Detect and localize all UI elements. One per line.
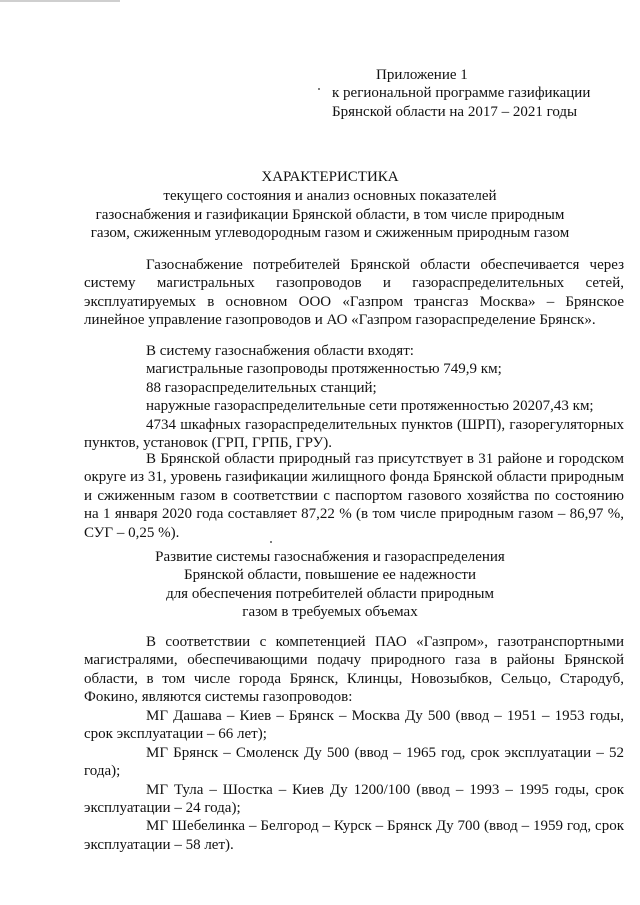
title-line-2: текущего состояния и анализ основных показателей bbox=[163, 188, 497, 205]
system-intro: В систему газоснабжения области входят: bbox=[146, 343, 414, 359]
system-components-list bbox=[84, 342, 624, 452]
paragraph-text: Газоснабжение потребителей Брянской области обеспечивается через систему магистральных газопроводов и газораспределительных сетей, эксплуатируемых в основном ООО «Газпром трансгаз Москва» – Брянское линейное управление газопроводов и АО «Газпром газораспределение Брянск». bbox=[84, 257, 624, 329]
pipelines-list bbox=[84, 707, 624, 854]
subtitle-line-1: Развитие системы газоснабжения и газораспределения bbox=[155, 549, 505, 565]
paragraph-gasification-level bbox=[84, 450, 624, 542]
list-item: МГ Шебелинка – Белгород – Курск – Брянск Ду 700 (ввод – 1959 год, срок эксплуатации – 58 лет). bbox=[84, 818, 624, 853]
appendix-line-3: Брянской области на 2017 – 2021 годы bbox=[332, 103, 578, 120]
scan-speck bbox=[318, 88, 320, 90]
appendix-line-2: к региональной программе газификации bbox=[332, 85, 591, 102]
paragraph-text: В Брянской области природный газ присутствует в 31 районе и городском округе из 31, уровень газификации жилищного фонда Брянской области природным и сжиженным газом в соответствии с паспортом газового хозяйства по состоянию на 1 января 2020 года составляет 87,22 % (в том числе природным газом – 86,97 %, СУГ – 0,25 %). bbox=[84, 451, 624, 541]
paragraph-gazprom-pipelines bbox=[84, 633, 624, 707]
list-item: 4734 шкафных газораспределительных пунктов (ШРП), газорегуляторных пунктов, установок (ГРП, ГРПБ, ГРУ). bbox=[84, 416, 624, 452]
subtitle-line-4: газом в требуемых объемах bbox=[242, 604, 418, 621]
list-item: МГ Тула – Шостка – Киев Ду 1200/100 (ввод – 1993 – 1995 годы, срок эксплуатации – 24 года); bbox=[84, 781, 624, 817]
appendix-header bbox=[332, 66, 632, 121]
title-line-3: газоснабжения и газификации Брянской области, в том числе природным bbox=[95, 206, 565, 223]
list-item: МГ Брянск – Смоленск Ду 500 (ввод – 1965 год, срок эксплуатации – 52 года); bbox=[84, 744, 624, 780]
list-item: МГ Дашава – Киев – Брянск – Москва Ду 500 (ввод – 1951 – 1953 годы, срок эксплуатации – 66 лет); bbox=[84, 708, 624, 743]
section-subtitle bbox=[70, 548, 590, 622]
subtitle-line-3: для обеспечения потребителей области природным bbox=[166, 585, 494, 602]
title-heading: ХАРАКТЕРИСТИКА bbox=[261, 169, 399, 185]
list-item: магистральные газопроводы протяженностью 749,9 км; bbox=[146, 361, 502, 378]
list-item: 88 газораспределительных станций; bbox=[146, 379, 377, 396]
document-title bbox=[60, 168, 600, 243]
title-line-4: газом, сжиженным углеводородным газом и сжиженным природным газом bbox=[90, 225, 570, 242]
paragraph-text: В соответствии с компетенцией ПАО «Газпром», газотранспортными магистралями, обеспечивающими подачу природного газа в районы Брянской области, в том числе города Брянск, Клинцы, Новозыбков, Сельцо, Стародуб, Фокино, являются системы газопроводов: bbox=[84, 634, 624, 706]
scan-edge-mark bbox=[0, 0, 120, 2]
scan-speck bbox=[270, 541, 272, 543]
paragraph-supply-overview bbox=[84, 256, 624, 330]
subtitle-line-2: Брянской области, повышение ее надежности bbox=[183, 567, 477, 584]
appendix-number: Приложение 1 bbox=[376, 67, 468, 83]
list-item: наружные газораспределительные сети протяженностью 20207,43 км; bbox=[146, 398, 594, 415]
